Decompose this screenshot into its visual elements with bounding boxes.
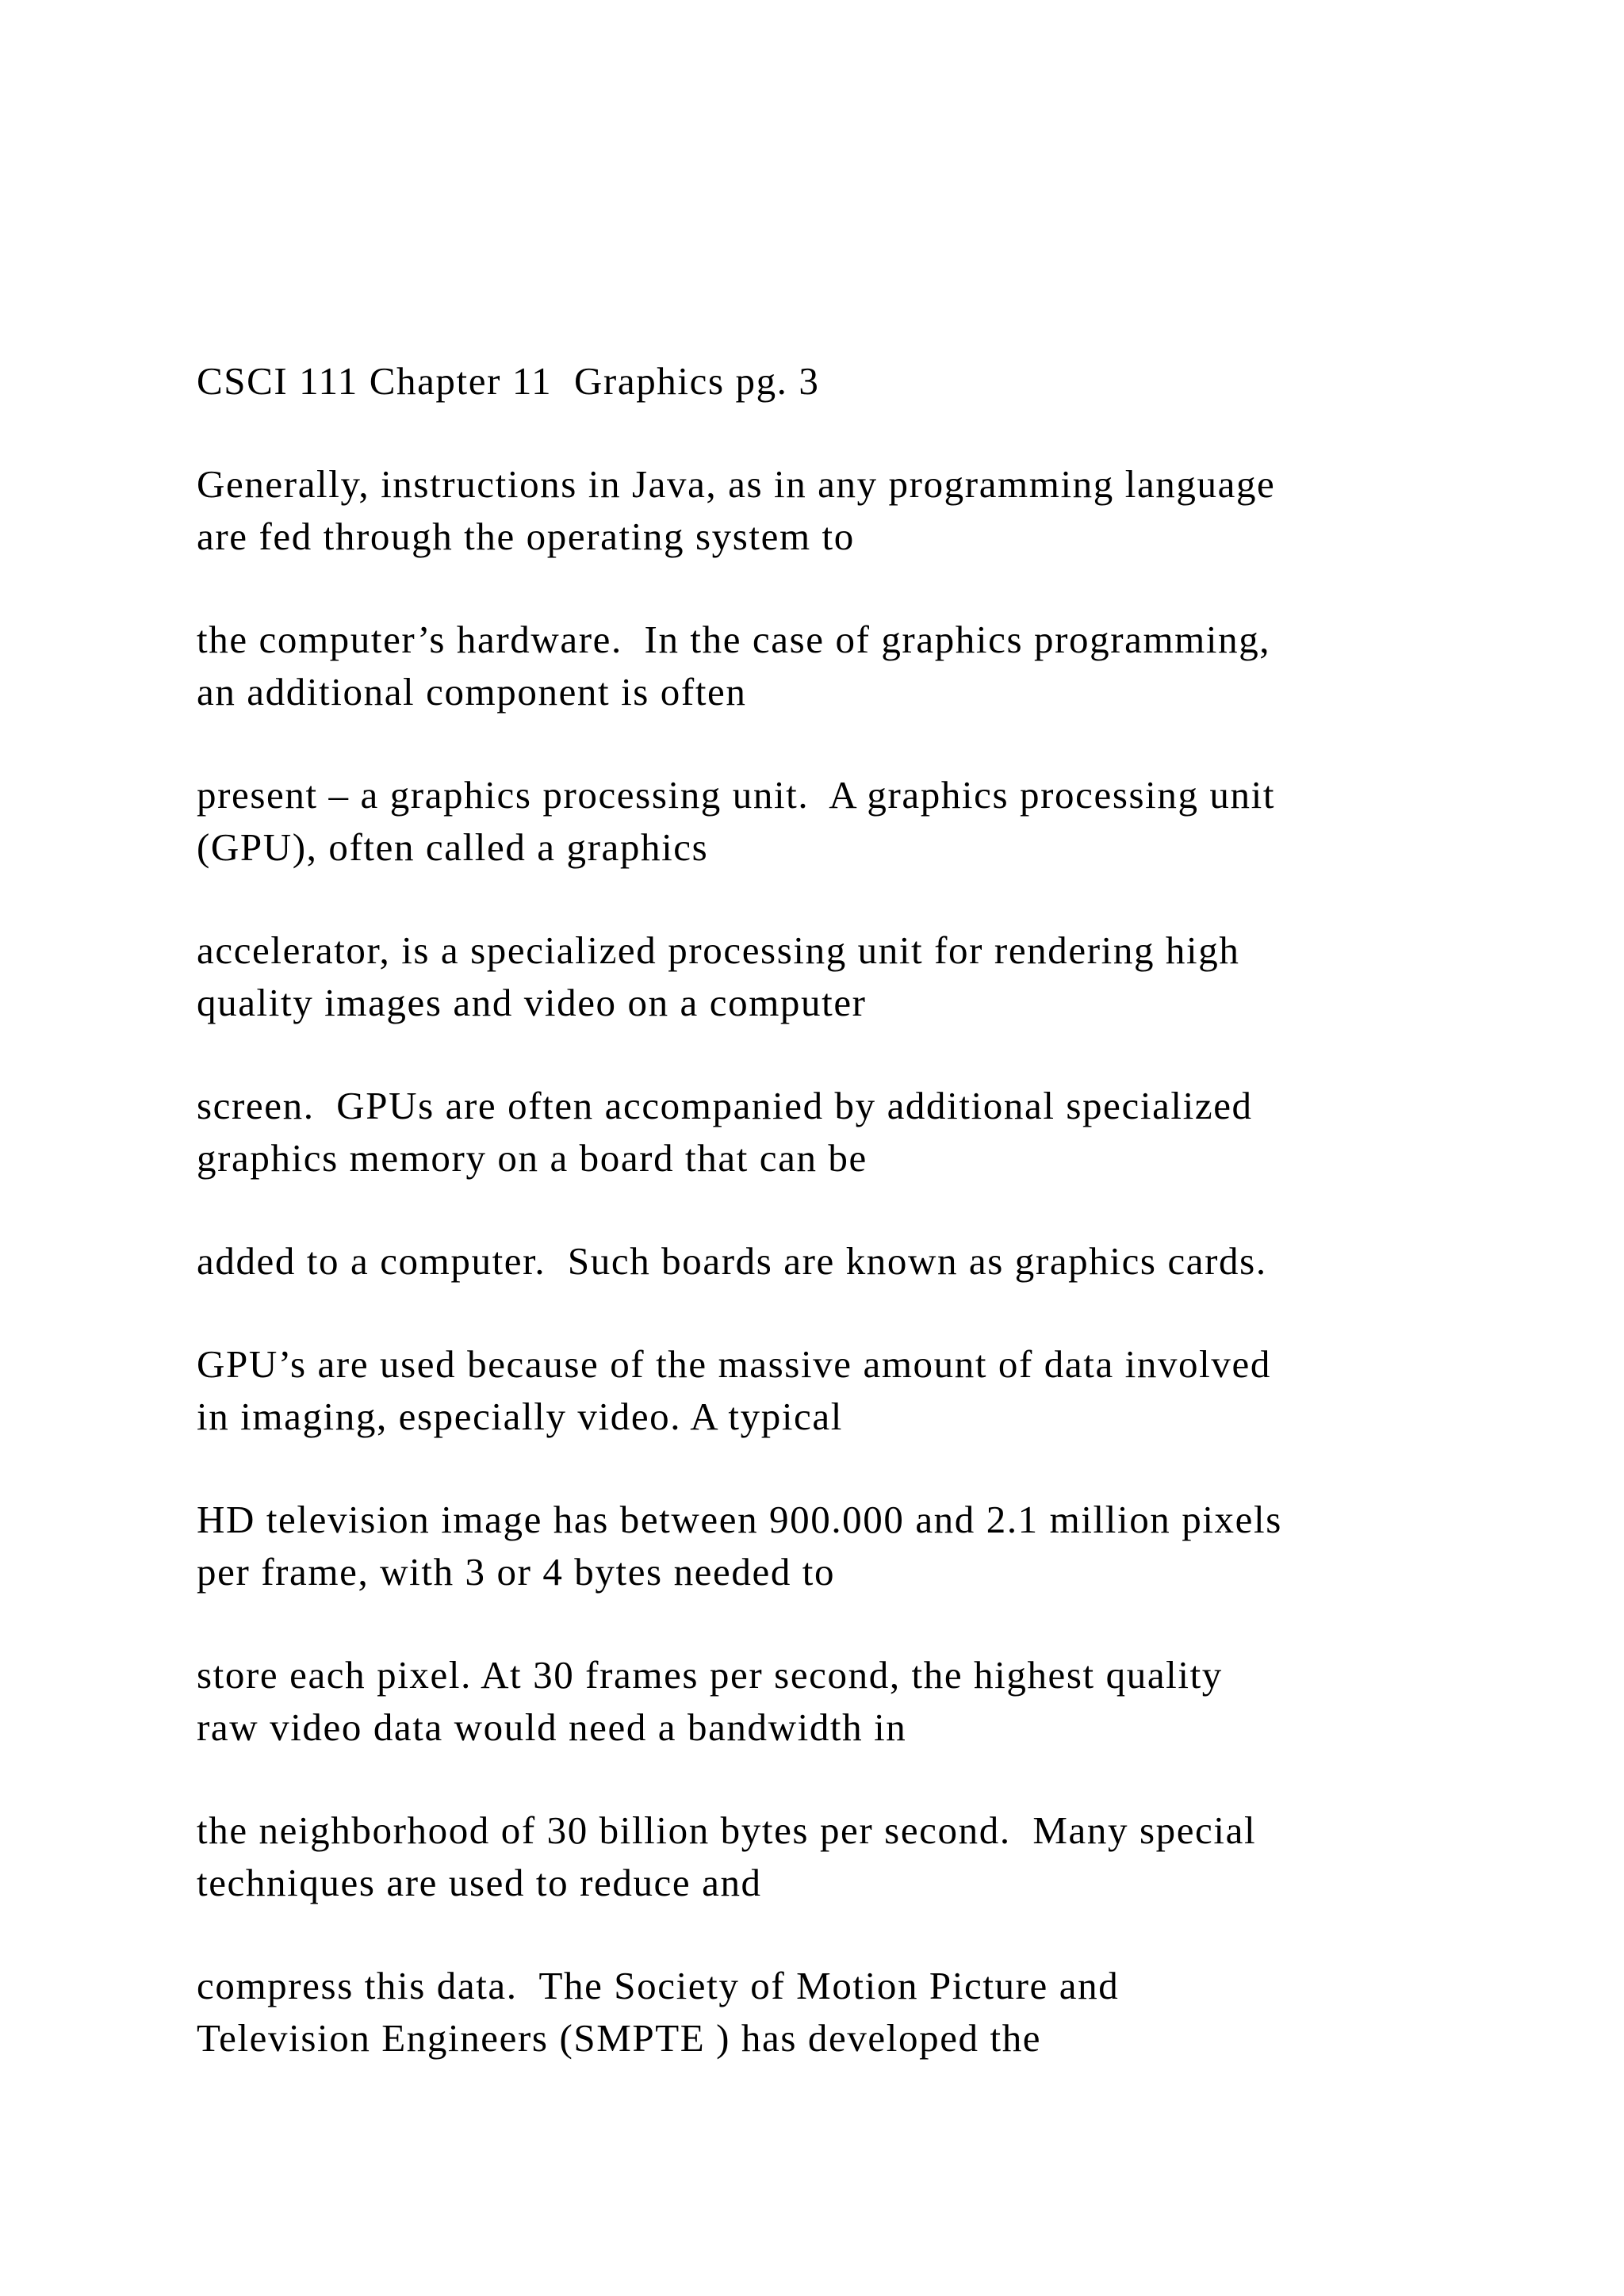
text-line: quality images and video on a computer: [197, 981, 867, 1024]
text-line: added to a computer. Such boards are known as graphics cards.: [197, 1239, 1267, 1283]
text-line: raw video data would need a bandwidth in: [197, 1705, 907, 1749]
document-body: [197, 355, 1545, 2115]
page-heading: CSCI 111 Chapter 11 Graphics pg. 3: [197, 359, 820, 403]
paragraph: [197, 1494, 1545, 1598]
text-line: store each pixel. At 30 frames per second, the highest quality: [197, 1653, 1223, 1697]
paragraph: [197, 1080, 1545, 1184]
text-line: present – a graphics processing unit. A graphics processing unit: [197, 773, 1276, 817]
text-line: graphics memory on a board that can be: [197, 1136, 868, 1180]
text-line: compress this data. The Society of Motion Picture and: [197, 1964, 1120, 2007]
text-line: are fed through the operating system to: [197, 515, 855, 558]
text-line: the computer’s hardware. In the case of graphics programming,: [197, 618, 1271, 661]
text-line: the neighborhood of 30 billion bytes per second. Many special: [197, 1808, 1257, 1852]
paragraph: [197, 1235, 1545, 1288]
paragraph: [197, 1649, 1545, 1754]
text-line: in imaging, especially video. A typical: [197, 1395, 843, 1438]
paragraph: [197, 924, 1545, 1029]
paragraph-list: [197, 458, 1545, 2064]
text-line: accelerator, is a specialized processing unit for rendering high: [197, 928, 1240, 972]
text-line: HD television image has between 900.000 and 2.1 million pixels: [197, 1498, 1282, 1541]
text-line: per frame, with 3 or 4 bytes needed to: [197, 1550, 836, 1594]
text-line: an additional component is often: [197, 670, 747, 714]
text-line: Generally, instructions in Java, as in any programming language: [197, 462, 1276, 506]
paragraph: [197, 769, 1545, 874]
text-line: (GPU), often called a graphics: [197, 825, 709, 869]
text-line: screen. GPUs are often accompanied by additional specialized: [197, 1084, 1253, 1127]
paragraph: [197, 1804, 1545, 1909]
paragraph: [197, 1338, 1545, 1443]
paragraph: [197, 1960, 1545, 2064]
text-line: Television Engineers (SMPTE ) has developed the: [197, 2016, 1042, 2060]
text-line: GPU’s are used because of the massive amount of data involved: [197, 1342, 1271, 1386]
paragraph: [197, 458, 1545, 563]
text-line: techniques are used to reduce and: [197, 1861, 762, 1904]
paragraph: [197, 614, 1545, 718]
